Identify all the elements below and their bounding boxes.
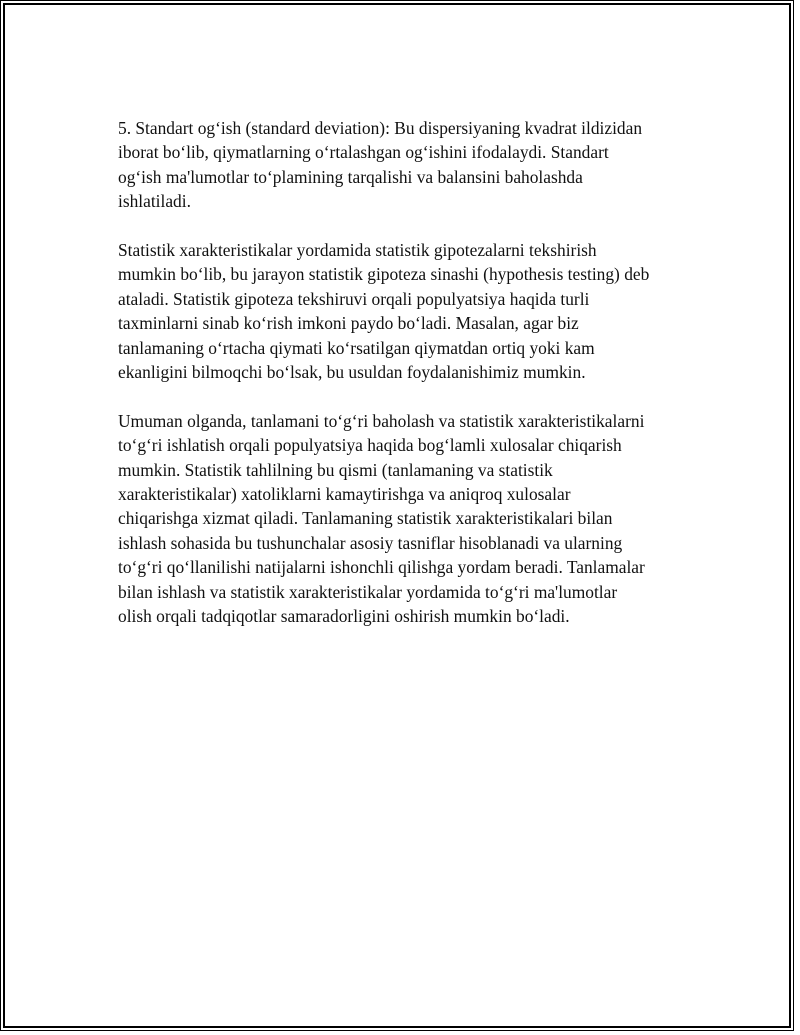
- document-body: [118, 116, 690, 653]
- paragraph-conclusion: Umuman olganda, tanlamani to‘g‘ri baholash va statistik xarakteristikalarni to‘g‘ri ishlatish orqali populyatsiya haqida bog‘lamli xulosalar chiqarish mumkin. Statistik tahlilning bu qismi (tanlamaning va statistik xarakteristikalar) xatoliklarni kamaytirishga va aniqroq xulosalar chiqarishga xizmat qiladi. Tanlamaning statistik xarakteristikalari bilan ishlash sohasida bu tushunchalar asosiy tasniflar hisoblanadi va ularning to‘g‘ri qo‘llanilishi natijalarni ishonchli qilishga yordam beradi. Tanlamalar bilan ishlash va statistik xarakteristikalar yordamida to‘g‘ri ma'lumotlar olish orqali tadqiqotlar samaradorligini oshirish mumkin bo‘ladi.: [118, 410, 645, 627]
- paragraph-standard-deviation: 5. Standart og‘ish (standard deviation): Bu dispersiyaning kvadrat ildizidan iborat bo‘lib, qiymatlarning o‘rtalashgan og‘ishini ifodalaydi. Standart og‘ish ma'lumotlar to‘plamining tarqalishi va balansini baholashda ishlatiladi.: [118, 118, 643, 212]
- paragraph-hypothesis-testing: Statistik xarakteristikalar yordamida statistik gipotezalarni tekshirish mumkin bo‘lib, bu jarayon statistik gipoteza sinashi (hypothesis testing) deb ataladi. Statistik gipoteza tekshiruvi orqali populyatsiya haqida turli taxminlarni sinab ko‘rish imkoni paydo bo‘ladi. Masalan, agar biz tanlamaning o‘rtacha qiymati ko‘rsatilgan qiymatdan ortiq yoki kam ekanligini bilmoqchi bo‘lsak, bu usuldan foydalanishimiz mumkin.: [118, 240, 650, 383]
